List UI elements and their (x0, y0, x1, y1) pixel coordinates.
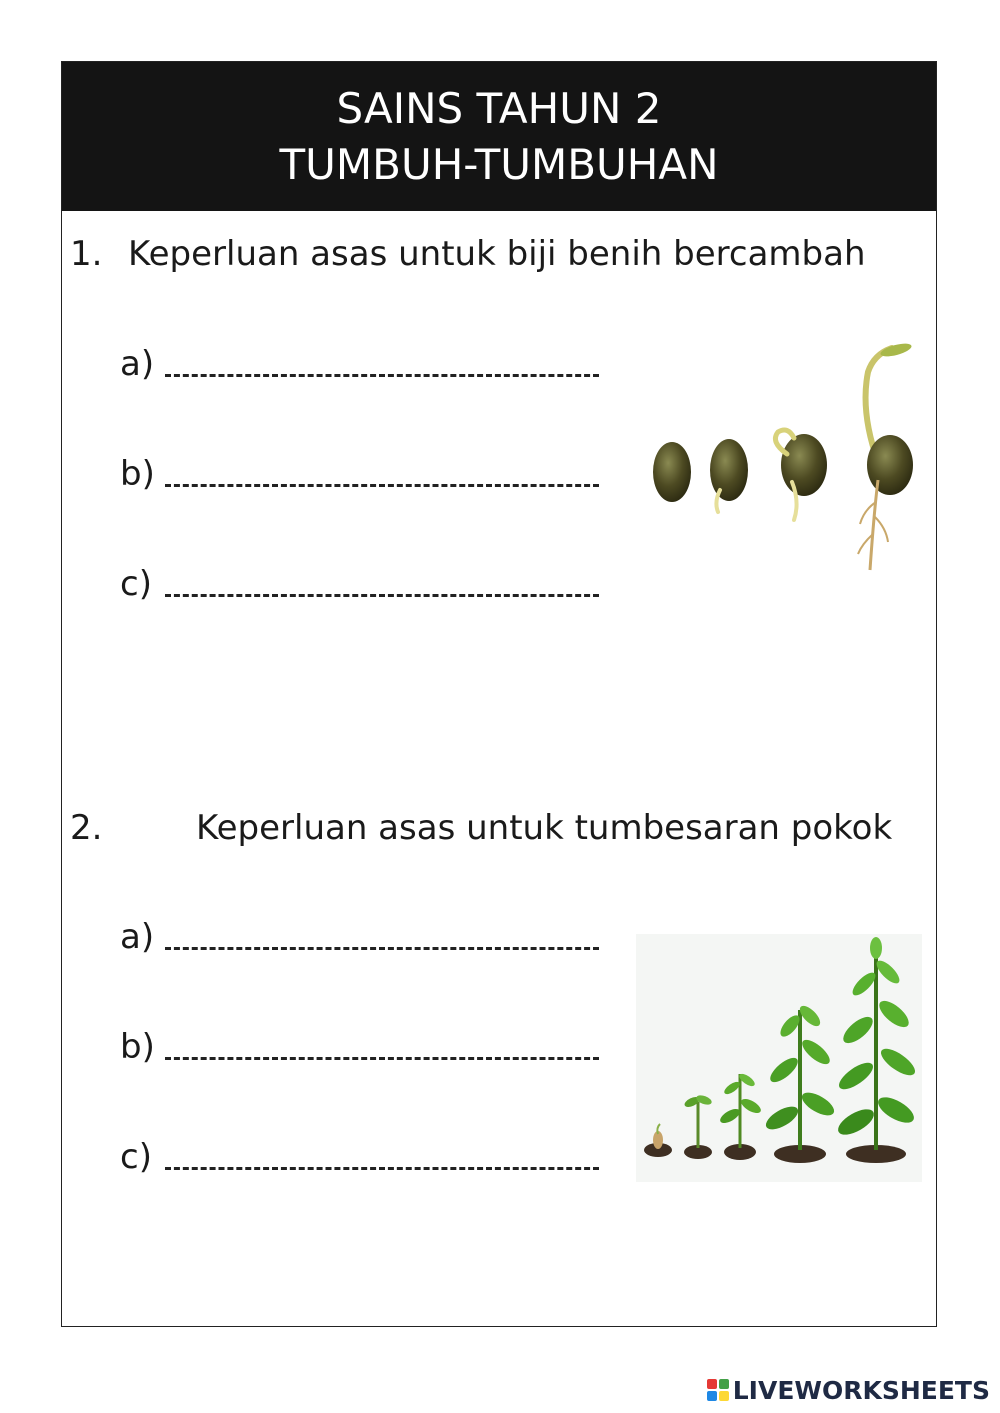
question-1-answer-a (120, 344, 620, 384)
question-2-number: 2. (70, 808, 103, 848)
answer-blank-1b[interactable] (165, 484, 599, 487)
question-1-answer-c (120, 564, 620, 604)
answer-blank-1a[interactable] (165, 374, 599, 377)
answer-label: b) (120, 1027, 155, 1067)
answer-label: c) (120, 564, 152, 604)
answer-label: a) (120, 344, 155, 384)
question-2-answer-a (120, 917, 620, 957)
header-subject: SAINS TAHUN 2 (336, 83, 662, 133)
logo-square-yellow (719, 1391, 729, 1401)
answer-blank-2a[interactable] (165, 947, 599, 950)
watermark-text: LIVEWORKSHEETS (732, 1375, 990, 1405)
liveworksheets-logo-icon (707, 1379, 729, 1401)
logo-square-blue (707, 1391, 717, 1401)
worksheet-header (62, 62, 936, 211)
germinating-seeds-image (642, 342, 918, 574)
question-2-text: Keperluan asas untuk tumbesaran pokok (196, 808, 893, 848)
question-2-answer-c (120, 1137, 620, 1177)
answer-blank-2b[interactable] (165, 1057, 599, 1060)
question-1-answer-b (120, 454, 620, 494)
answer-label: b) (120, 454, 155, 494)
question-1-number: 1. (70, 234, 103, 274)
liveworksheets-watermark (707, 1375, 990, 1405)
logo-square-red (707, 1379, 717, 1389)
worksheet (61, 61, 937, 1327)
plant-growth-image (636, 934, 922, 1182)
question-1 (70, 234, 930, 274)
answer-label: a) (120, 917, 155, 957)
question-1-text: Keperluan asas untuk biji benih bercambah (128, 234, 866, 274)
answer-blank-1c[interactable] (165, 594, 599, 597)
logo-square-green (719, 1379, 729, 1389)
answer-blank-2c[interactable] (165, 1167, 599, 1170)
header-topic: TUMBUH-TUMBUHAN (279, 139, 719, 189)
question-2-answer-b (120, 1027, 620, 1067)
answer-label: c) (120, 1137, 152, 1177)
question-2 (70, 808, 930, 848)
